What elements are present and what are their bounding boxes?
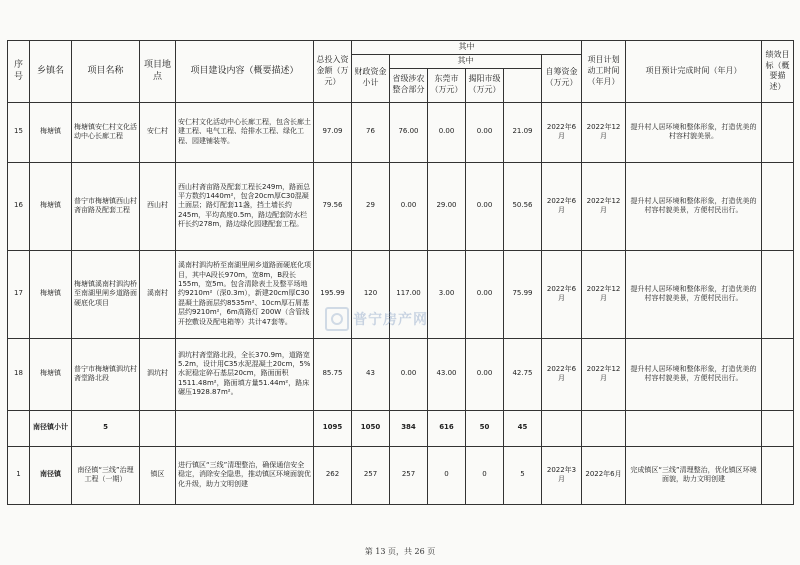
cell-start: 2022年3月	[542, 446, 582, 504]
col-name: 项目名称	[72, 41, 140, 103]
table-row	[8, 338, 794, 410]
page-footer: 第 13 页，共 26 页	[364, 547, 436, 556]
cell-province: 257	[390, 446, 428, 504]
cell-content: 进行镇区“三线”清理整治，确保通信安全稳定，消除安全隐患，推动镇区环境面貌优化升级，助力文明创建	[176, 446, 314, 504]
cell-content: 安仁村文化活动中心长廊工程，包含长廊土建工程、电气工程、给排水工程、绿化工程、园建铺装等。	[176, 102, 314, 162]
col-location: 项目地点	[140, 41, 176, 103]
cell-province: 0.00	[390, 162, 428, 250]
cell-fiscal: 76	[352, 102, 390, 162]
cell-remark	[762, 338, 794, 410]
cell-goal: 提升村人居环境和整体形象，打造优美的村容村貌美景。	[626, 102, 762, 162]
cell-start: 2022年6月	[542, 162, 582, 250]
cell-jieyang: 0.00	[466, 338, 504, 410]
subtotal-jieyang: 50	[466, 410, 504, 446]
watermark-logo-icon	[325, 307, 349, 331]
cell-selfraised: 5	[504, 446, 542, 504]
cell-start: 2022年6月	[542, 338, 582, 410]
cell-province: 0.00	[390, 338, 428, 410]
cell-jieyang: 0.00	[466, 102, 504, 162]
cell-jieyang: 0.00	[466, 162, 504, 250]
col-town: 乡镇名	[30, 41, 72, 103]
cell-goal: 完成镇区“三线”清理整治，优化镇区环境面貌，助力文明创建	[626, 446, 762, 504]
watermark-text: 普宁房产网	[353, 312, 428, 328]
subtotal-selfraised: 45	[504, 410, 542, 446]
cell-location: 安仁村	[140, 102, 176, 162]
subtotal-province: 384	[390, 410, 428, 446]
subtotal-row	[8, 410, 794, 446]
col-seq: 序号	[8, 41, 30, 103]
cell-content: 溪南村泗沟桥至南湖里闸乡道路面硬底化项目，其中A段长970m，宽8m，B段长155m，宽5m。包含清除表土及整平场地约9210m²（深0.3m），新建20cm厚C30混凝土路面层约8535m²、10cm厚石屑基层约9210m²，6m高路灯 200W（含管线开挖敷设及配电箱等）共计47套等。	[176, 250, 314, 338]
cell-goal: 提升村人居环境和整体形象，打造优美的村容村貌美景，方便村民出行。	[626, 250, 762, 338]
subtotal-label: 南径镇小计	[30, 410, 72, 446]
subtotal-dongguan: 616	[428, 410, 466, 446]
col-dongguan: 东莞市（万元）	[428, 68, 466, 102]
cell-content: 泗坑村斋堂路北段，全长370.9m，道路宽5.2m，设计用C35水泥混凝土20cm，5%水泥稳定碎石基层20cm，路面面积1511.48m²，路面填方量51.44m²，路床碾压1928.87m²。	[176, 338, 314, 410]
cell-selfraised: 42.75	[504, 338, 542, 410]
col-selfraised: 自筹资金（万元）	[542, 54, 582, 102]
cell-name: 普宁市梅塘镇西山村斋亩路及配套工程	[72, 162, 140, 250]
col-total: 总投入资金额（万元）	[314, 41, 352, 103]
project-table	[7, 40, 794, 505]
cell-remark	[762, 446, 794, 504]
col-province: 省级涉农整合部分	[390, 68, 428, 102]
subtotal-count: 5	[72, 410, 140, 446]
cell-jieyang: 0.00	[466, 250, 504, 338]
cell-dongguan: 3.00	[428, 250, 466, 338]
cell-seq: 18	[8, 338, 30, 410]
cell-remark	[762, 162, 794, 250]
col-content: 项目建设内容（概要描述）	[176, 41, 314, 103]
cell-fiscal: 257	[352, 446, 390, 504]
cell-town: 梅塘镇	[30, 102, 72, 162]
subtotal-total: 1095	[314, 410, 352, 446]
cell-town: 梅塘镇	[30, 162, 72, 250]
cell-town: 梅塘镇	[30, 250, 72, 338]
cell-seq: 17	[8, 250, 30, 338]
cell-dongguan: 0.00	[428, 102, 466, 162]
cell-location: 泗坑村	[140, 338, 176, 410]
cell-finish: 2022年12月	[582, 250, 626, 338]
watermark	[325, 308, 475, 330]
col-goal: 绩效目标（概要描述）	[762, 41, 794, 103]
cell-town: 南径镇	[30, 446, 72, 504]
cell-finish: 2022年12月	[582, 102, 626, 162]
cell-dongguan: 0	[428, 446, 466, 504]
col-jieyang: 揭阳市级（万元）	[466, 68, 504, 102]
cell-start: 2022年6月	[542, 102, 582, 162]
cell-selfraised: 21.09	[504, 102, 542, 162]
cell-dongguan: 43.00	[428, 338, 466, 410]
cell-fiscal: 29	[352, 162, 390, 250]
cell-province: 117.00	[390, 250, 428, 338]
cell-name: 普宁市梅塘镇泗坑村斋堂路北段	[72, 338, 140, 410]
cell-remark	[762, 250, 794, 338]
cell-total: 262	[314, 446, 352, 504]
cell-seq: 15	[8, 102, 30, 162]
cell-finish: 2022年12月	[582, 338, 626, 410]
col-start: 项目计划动工时间（年月）	[582, 41, 626, 103]
cell-goal: 提升村人居环境和整体形象，打造优美的村容村貌美景，方便村民出行。	[626, 162, 762, 250]
cell-province: 76.00	[390, 102, 428, 162]
cell-name: 梅塘镇溪南村泗沟桥至南湖里闸乡道路面硬底化项目	[72, 250, 140, 338]
cell-finish: 2022年6月	[582, 446, 626, 504]
cell-remark	[762, 102, 794, 162]
table-row	[8, 162, 794, 250]
subtotal-fiscal: 1050	[352, 410, 390, 446]
cell-total: 85.75	[314, 338, 352, 410]
cell-finish: 2022年12月	[582, 162, 626, 250]
cell-name: 梅塘镇安仁村文化活动中心长廊工程	[72, 102, 140, 162]
cell-goal: 提升村人居环境和整体形象，打造优美的村容村貌美景，方便村民出行。	[626, 338, 762, 410]
cell-name: 南径镇“三线”治理工程（一期）	[72, 446, 140, 504]
cell-location: 西山村	[140, 162, 176, 250]
cell-town: 梅塘镇	[30, 338, 72, 410]
cell-selfraised: 50.56	[504, 162, 542, 250]
header-row	[8, 41, 794, 55]
cell-total: 195.99	[314, 250, 352, 338]
cell-content: 西山村斋亩路及配套工程长249m，路面总平方数约1440m²，包含20cm厚C30混凝土面层；路灯配套11盏，挡土墙长约245m，平均高度0.5m，路边配套防水栏杆长约278m，路边绿化园建配套工程。	[176, 162, 314, 250]
cell-location: 溪南村	[140, 250, 176, 338]
col-finish: 项目预计完成时间（年月）	[626, 41, 762, 103]
cell-fiscal: 120	[352, 250, 390, 338]
cell-dongguan: 29.00	[428, 162, 466, 250]
cell-seq: 16	[8, 162, 30, 250]
cell-seq: 1	[8, 446, 30, 504]
table-row	[8, 446, 794, 504]
cell-start: 2022年6月	[542, 250, 582, 338]
table-row	[8, 102, 794, 162]
col-among: 其中	[352, 41, 582, 55]
col-fiscal: 财政资金小计	[352, 54, 390, 102]
cell-fiscal: 43	[352, 338, 390, 410]
col-among2: 其中	[390, 54, 542, 68]
cell-location: 镇区	[140, 446, 176, 504]
cell-selfraised: 75.99	[504, 250, 542, 338]
cell-total: 97.09	[314, 102, 352, 162]
cell-jieyang: 0	[466, 446, 504, 504]
cell-total: 79.56	[314, 162, 352, 250]
